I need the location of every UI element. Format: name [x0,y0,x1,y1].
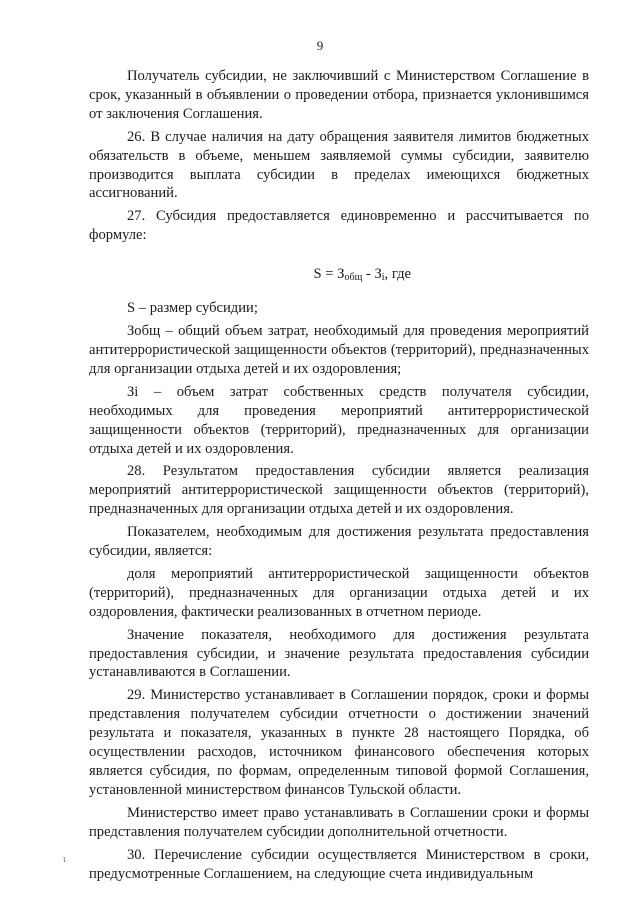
paragraph-additional-reporting: Министерство имеет право устанавливать в Соглашении сроки и формы представления получателем субсидии дополнительной отчетности. [89,804,589,840]
paragraph-uklonenie: Получатель субсидии, не заключивший с Министерством Соглашение в срок, указанный в объявлении о проведении отбора, признается уклонившимся от заключения Соглашения. [89,68,589,122]
paragraph-29: 29. Министерство устанавливает в Соглашении порядок, сроки и формы представления получателем субсидии отчетности о достижении значений результата и показателя, указанных в пункте 28 настоящего Порядка, об осуществлении расходов, источником финансового обеспечения которых является субсидия, по формам, определенным типовой формой Соглашения, установленной министерством финансов Тульской области. [89,687,589,798]
paragraph-indicator-definition: доля мероприятий антитеррористической защищенности объектов (территорий), предназначенных для организации отдыха детей и их оздоровления, фактически реализованных в отчетном периоде. [89,565,589,620]
paragraph-30: 30. Перечисление субсидии осуществляется Министерством в сроки, предусмотренные Соглашением, на следующие счета индивидуальным [89,846,589,882]
scan-margin-mark: ι [63,854,66,865]
subsidy-formula: $S = З_{общ} - З_i$, где [313,266,411,284]
paragraph-27: 27. Субсидия предоставляется единовременно и рассчитывается по формуле: [89,208,589,244]
paragraph-indicator: Показателем, необходимым для достижения результата предоставления субсидии, является: [89,524,589,560]
page-number: 9 [316,38,324,53]
paragraph-indicator-value: Значение показателя, необходимого для достижения результата предоставления субсидии, и значение результата предоставления субсидии устанавливаются в Соглашении. [89,626,589,681]
definition-s: S – размер субсидии; [127,300,258,317]
definition-z-own: Зi – объем затрат собственных средств получателя субсидии, необходимых для проведения мероприятий антитеррористической защищенности объектов (территорий), предназначенных для организации отдыха детей и их оздоровления. [89,383,589,457]
document-body [89,67,589,887]
paragraph-26: 26. В случае наличия на дату обращения заявителя лимитов бюджетных обязательств в объеме, меньшем заявляемой суммы субсидии, заявителю производится выплата субсидии в пределах имеющихся бюджетных ассигнований. [89,128,589,202]
paragraph-28: 28. Результатом предоставления субсидии является реализация мероприятий антитеррористической защищенности объектов (территорий), предназначенных для организации отдыха детей и их оздоровления. [89,463,589,518]
definition-z-total: Зобщ – общий объем затрат, необходимый для проведения мероприятий антитеррористической защищенности объектов (территорий), предназначенных для организации отдыха детей и их оздоровления; [89,323,589,377]
